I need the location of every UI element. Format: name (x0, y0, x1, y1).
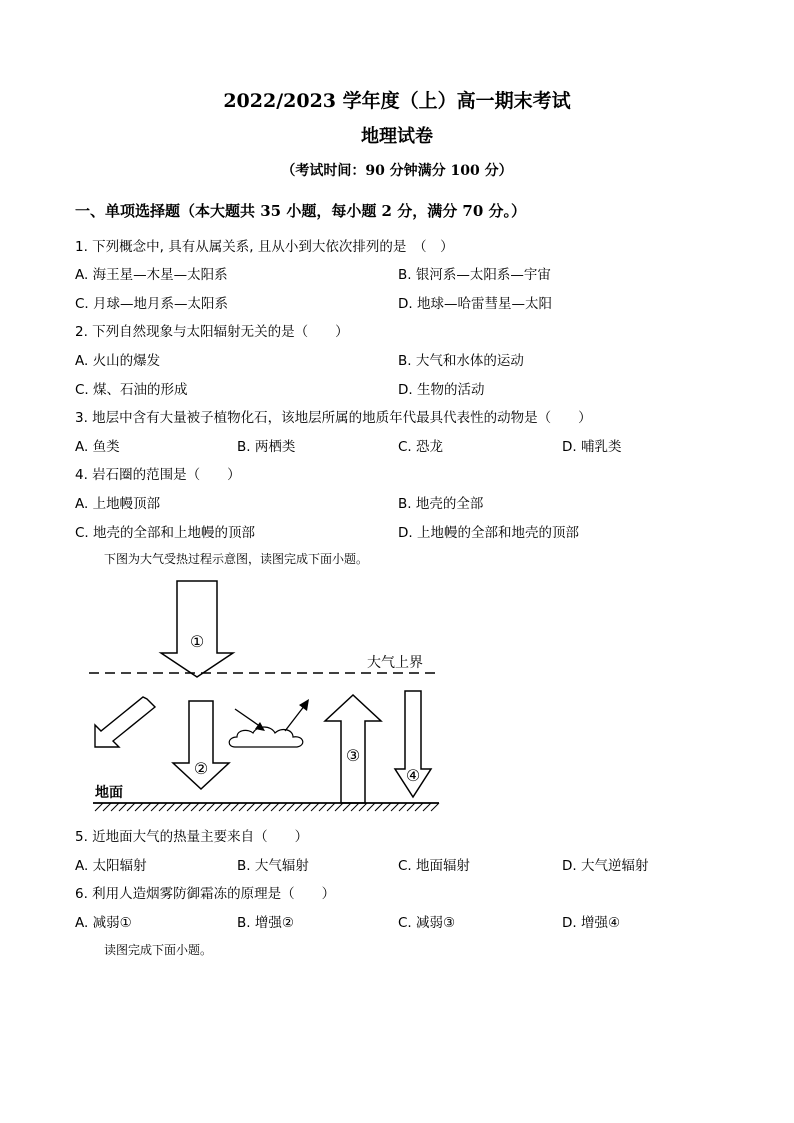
q5-option-a: A. 太阳辐射 (75, 858, 147, 874)
next-intro: 读图完成下面小题。 (104, 943, 213, 957)
section-heading: 一、单项选择题（本大题共 35 小题，每小题 2 分，满分 70 分。） (75, 202, 527, 220)
q2-option-b: B. 大气和水体的运动 (398, 353, 524, 369)
q4-option-c: C. 地壳的全部和上地幔的顶部 (75, 525, 256, 541)
outgoing-line (285, 705, 305, 731)
arrow-2 (173, 701, 229, 789)
q3-option-d: D. 哺乳类 (562, 439, 622, 455)
atmosphere-heating-diagram (85, 575, 445, 815)
question-5: 5. 近地面大气的热量主要来自（ ） (75, 829, 309, 845)
q5-option-c: C. 地面辐射 (398, 858, 471, 874)
q2-option-c: C. 煤、石油的形成 (75, 382, 188, 398)
question-2: 2. 下列自然现象与太阳辐射无关的是（ ） (75, 324, 349, 340)
question-1: 1. 下列概念中, 具有从属关系, 且从小到大依次排列的是 （ ） (75, 239, 454, 255)
arrow-3 (325, 695, 381, 803)
atmosphere-top-label: 大气上界 (367, 655, 423, 671)
q3-option-a: A. 鱼类 (75, 439, 120, 455)
q1-option-b: B. 银河系—太阳系—宇宙 (398, 267, 551, 283)
cloud (229, 727, 303, 747)
q1-option-d: D. 地球—哈雷彗星—太阳 (398, 296, 552, 312)
arrow-4 (395, 691, 431, 797)
exam-title: 2022/2023 学年度（上）高一期末考试 (223, 90, 571, 112)
ground-hatching (95, 803, 439, 811)
q3-option-b: B. 两栖类 (237, 439, 296, 455)
arrow-2-label: ② (193, 759, 209, 778)
exam-subtitle: 地理试卷 (361, 126, 433, 147)
q6-option-b: B. 增强② (237, 915, 294, 931)
q6-option-a: A. 减弱① (75, 915, 132, 931)
arrow-3-label: ③ (345, 746, 361, 765)
q4-option-d: D. 上地幔的全部和地壳的顶部 (398, 525, 579, 541)
q2-option-a: A. 火山的爆发 (75, 353, 161, 369)
arrow-1 (161, 581, 233, 677)
arrow-4-label: ④ (405, 766, 421, 785)
q4-option-a: A. 上地幔顶部 (75, 496, 161, 512)
q4-option-b: B. 地壳的全部 (398, 496, 484, 512)
q1-option-a: A. 海王星—木星—太阳系 (75, 267, 228, 283)
question-6: 6. 利用人造烟雾防御霜冻的原理是（ ） (75, 886, 336, 902)
question-3: 3. 地层中含有大量被子植物化石，该地层所属的地质年代最具代表性的动物是（ ） (75, 410, 592, 426)
q2-option-d: D. 生物的活动 (398, 382, 485, 398)
q5-option-b: B. 大气辐射 (237, 858, 309, 874)
q1-option-c: C. 月球—地月系—太阳系 (75, 296, 229, 312)
ground-label: 地面 (95, 785, 123, 801)
exam-info: （考试时间：90 分钟满分 100 分） (281, 163, 513, 179)
arrow-1-label: ① (189, 632, 205, 651)
diagram-intro: 下图为大气受热过程示意图，读图完成下面小题。 (104, 552, 369, 566)
question-4: 4. 岩石圈的范围是（ ） (75, 467, 241, 483)
q3-option-c: C. 恐龙 (398, 439, 444, 455)
q5-option-d: D. 大气逆辐射 (562, 858, 649, 874)
q6-option-d: D. 增强④ (562, 915, 621, 931)
incoming-line (235, 709, 261, 727)
q6-option-c: C. 减弱③ (398, 915, 456, 931)
reflected-arrow (95, 697, 155, 747)
